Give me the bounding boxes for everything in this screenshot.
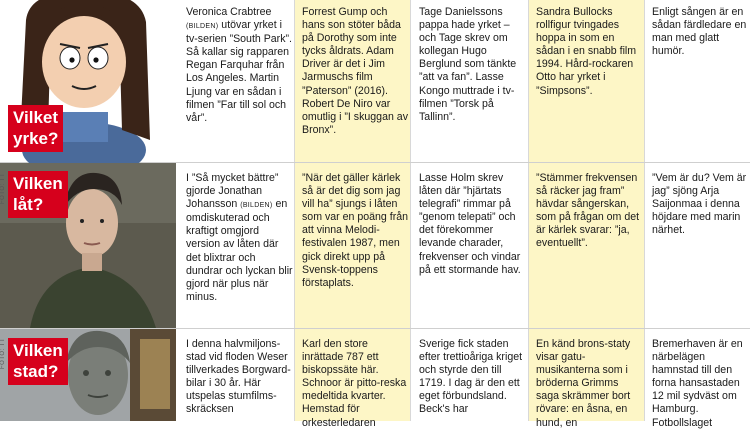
clue-text: ”Vem är du? Vem är jag” sjöng Arja Saijonmaa i denna höjdare med marin närhet.: [652, 172, 747, 237]
clue-cell: [186, 172, 294, 304]
column-divider: [294, 0, 295, 421]
clue-cell: [536, 6, 644, 98]
clue-text: En känd brons-staty visar gatu-musikanterna som i bröderna Grimms saga skrämmer bort rövare: en åsna, en hund, en: [536, 338, 631, 429]
clue-text: ”Stämmer frekvensen så räcker jag fram” hävdar sångerskan, som på frågan om det är kärlek svarar: ”ja, eventuellt”.: [536, 172, 640, 250]
clue-text: Enligt sången är en sådan färdledare en man med glatt humör.: [652, 6, 747, 58]
question-label-city: Vilken stad?: [8, 338, 68, 385]
clue-text: I denna halvmiljons-stad vid floden Weser tillverkades Borgward-bilar i 30 år. Här utspelas stumfilms-skräcksen: [186, 338, 291, 416]
clue-text: Karl den store inrättade 787 ett biskopssäte här. Schnoor är pitto-reska medeltida kvarter. Hemstad för orkesterledaren: [302, 338, 407, 429]
clue-cell: [652, 6, 748, 58]
clue-cell: [186, 338, 294, 421]
clue-text: Sandra Bullocks rollfigur tvingades hoppa in som en sådan i en snabb film 1994. Hård-rockaren Otto har yrket i ”Simpsons”.: [536, 6, 637, 97]
photo-reference: (BILDEN): [186, 23, 219, 31]
question-label-song: Vilken låt?: [8, 171, 68, 218]
clue-cell: [302, 338, 410, 429]
column-divider: [644, 0, 645, 421]
clue-text: I ”Så mycket bättre” gjorde Jonathan Johansson: [186, 172, 279, 211]
clue-cell: [536, 172, 644, 251]
clue-cell: [419, 6, 527, 124]
clue-cell: [419, 172, 527, 277]
clue-cell: [652, 338, 748, 429]
clue-cell: [536, 338, 644, 429]
clue-text: ”När det gäller kärlek så är det dig som jag vill ha” sjungs i låten som var en poäng från att vinna Melodi-festivalen 1987, men gick direkt upp på Svensk-toppens förstaplats.: [302, 172, 408, 289]
clue-cell: [302, 6, 410, 137]
photo-reference: (BILDEN): [240, 202, 273, 210]
clue-text: utövar yrket i tv-serien ”South Park”. Så kallar sig rapparen Regan Farquhar från Los Angeles. Martin Ljung var en sådan i filmen ”Far till sol och vår”.: [186, 19, 292, 124]
clue-cell: [302, 172, 410, 290]
clue-text: Bremerhaven är en närbelägen hamnstad till den forna hansastaden 12 mil sydväst om Hamburg. Fotbollslaget: [652, 338, 743, 429]
clue-text: en omdiskuterad och kraftigt omgjord version av låten där det blixtrar och dundrar och lyckan blir gjord när plus när minus.: [186, 198, 293, 303]
column-divider: [528, 0, 529, 421]
column-divider: [410, 0, 411, 421]
clue-text: Tage Danielssons pappa hade yrket – och Tage skrev om kollegan Hugo Berglund som tänkte ”att va fan”. Lasse Kongo muttrade i tv-filmen ”Torsk på Tallinn”.: [419, 6, 517, 123]
clue-cell: [186, 6, 294, 125]
clue-cell: [419, 338, 527, 421]
photo-credit: FOTO: TT: [0, 172, 6, 204]
clue-text: Forrest Gump och hans son stöter båda på Dorothy som inte tycks åldrats. Adam Driver är det i Jim Jarmuschs film ”Paterson” (2016). Robert De Niro var omutlig i ”I skuggan av Bronx”.: [302, 6, 408, 136]
question-label-profession: Vilket yrke?: [8, 105, 63, 152]
clue-text: Lasse Holm skrev låten där ”hjärtats telegrafi” rimmar på ”genom telepati” och det förekommer levande charader, frekvenser och vindar på ett stormande hav.: [419, 172, 521, 276]
clue-cell: [652, 172, 748, 237]
clue-text: Sverige fick staden efter trettioåriga kriget och styrde den till 1719. I dag är den ett eget förbundsland. Beck's har: [419, 338, 523, 416]
clue-text: Veronica Crabtree: [186, 6, 272, 18]
photo-credit: FOTO: TT: [0, 337, 6, 369]
